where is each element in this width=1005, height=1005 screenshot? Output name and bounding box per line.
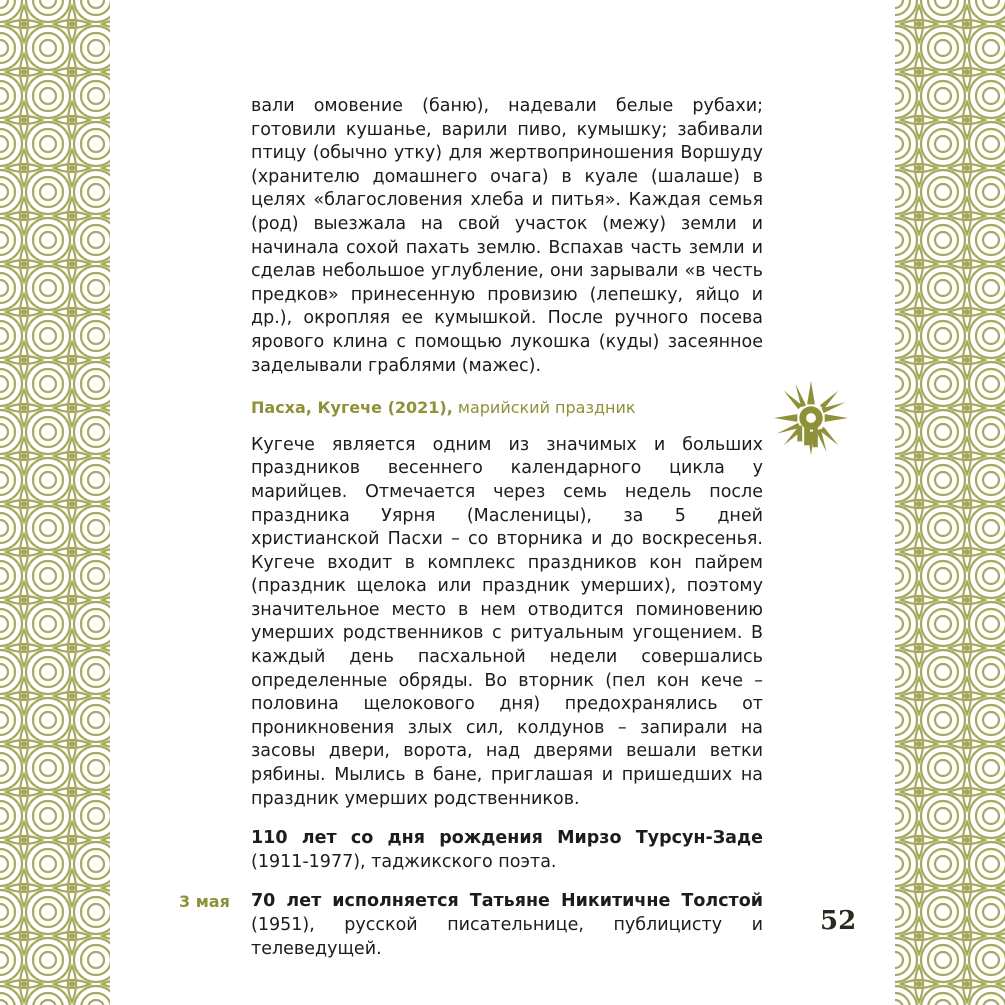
anniversary-1-rest: (1911-1977), таджикского поэта.: [251, 851, 557, 872]
holiday-title: Пасха, Кугече (2021),: [251, 398, 453, 418]
intro-paragraph: вали омовение (баню), надевали белые рубахи; готовили кушанье, варили пиво, кумышку; забивали птицу (обычно утку) для жертвоприношения Воршуду (хранителю домашнего очага) в куале (шалаше) в целях «благословения хлеба и питья». Каждая семья (род) выезжала на свой участок (межу) земли и начинала сохой пахать землю. Вспахав часть земли и сделав небольшое углубление, они зарывали «в честь предков» принесенную провизию (лепешку, яйцо и др.), окропляя ее кумышкой. После ручного посева ярового клина с помощью лукошка (куды) засеянное заделывали граблями (мажес).: [251, 96, 763, 376]
holiday-description: Кугече является одним из значимых и больших праздников весеннего календарного цикла у марийцев. Отмечается через семь недель после праздника Уярня (Масленицы), за 5 дней христианской Пасхи – со вторника и до воскресенья. Кугече входит в комплекс праздников кон пайрем (праздник щелока или праздник умерших), поэтому значительное место в нем отводится поминовению умерших родственников с ритуальным угощением. В каждый день пасхальной недели совершались определенные обряды. Во вторник (пел кон кече – половина щелокового дня) предохранялись от проникновения злых сил, колдунов – запирали на засовы двери, ворота, над дверями вешали ветки рябины. Мылись в бане, приглашая и пришедших на праздник умерших родственников.: [251, 434, 763, 809]
holiday-heading: [251, 396, 763, 420]
ornament-pattern-icon: [0, 0, 110, 1005]
anniversary-entry-2: [179, 890, 763, 961]
entry-date: 3 мая: [179, 892, 230, 912]
right-ornament-border: [895, 0, 1005, 1005]
ornament-pattern-icon: [895, 0, 1005, 1005]
anniversary-2-text: [251, 890, 763, 961]
page-number: 52: [820, 906, 857, 936]
anniversary-1-title: 110 лет со дня рождения Мирзо Турсун-Заде: [251, 828, 763, 849]
left-ornament-border: [0, 0, 110, 1005]
holiday-subtitle: марийский праздник: [452, 398, 636, 418]
anniversary-entry-1: [251, 827, 763, 874]
anniversary-2-title: 70 лет исполняется Татьяне Никитичне Толстой: [251, 891, 763, 912]
page-content: [179, 95, 763, 961]
mari-sun-emblem-icon: [772, 378, 850, 458]
anniversary-2-rest: (1951), русской писательнице, публицисту и телеведущей.: [251, 915, 763, 959]
